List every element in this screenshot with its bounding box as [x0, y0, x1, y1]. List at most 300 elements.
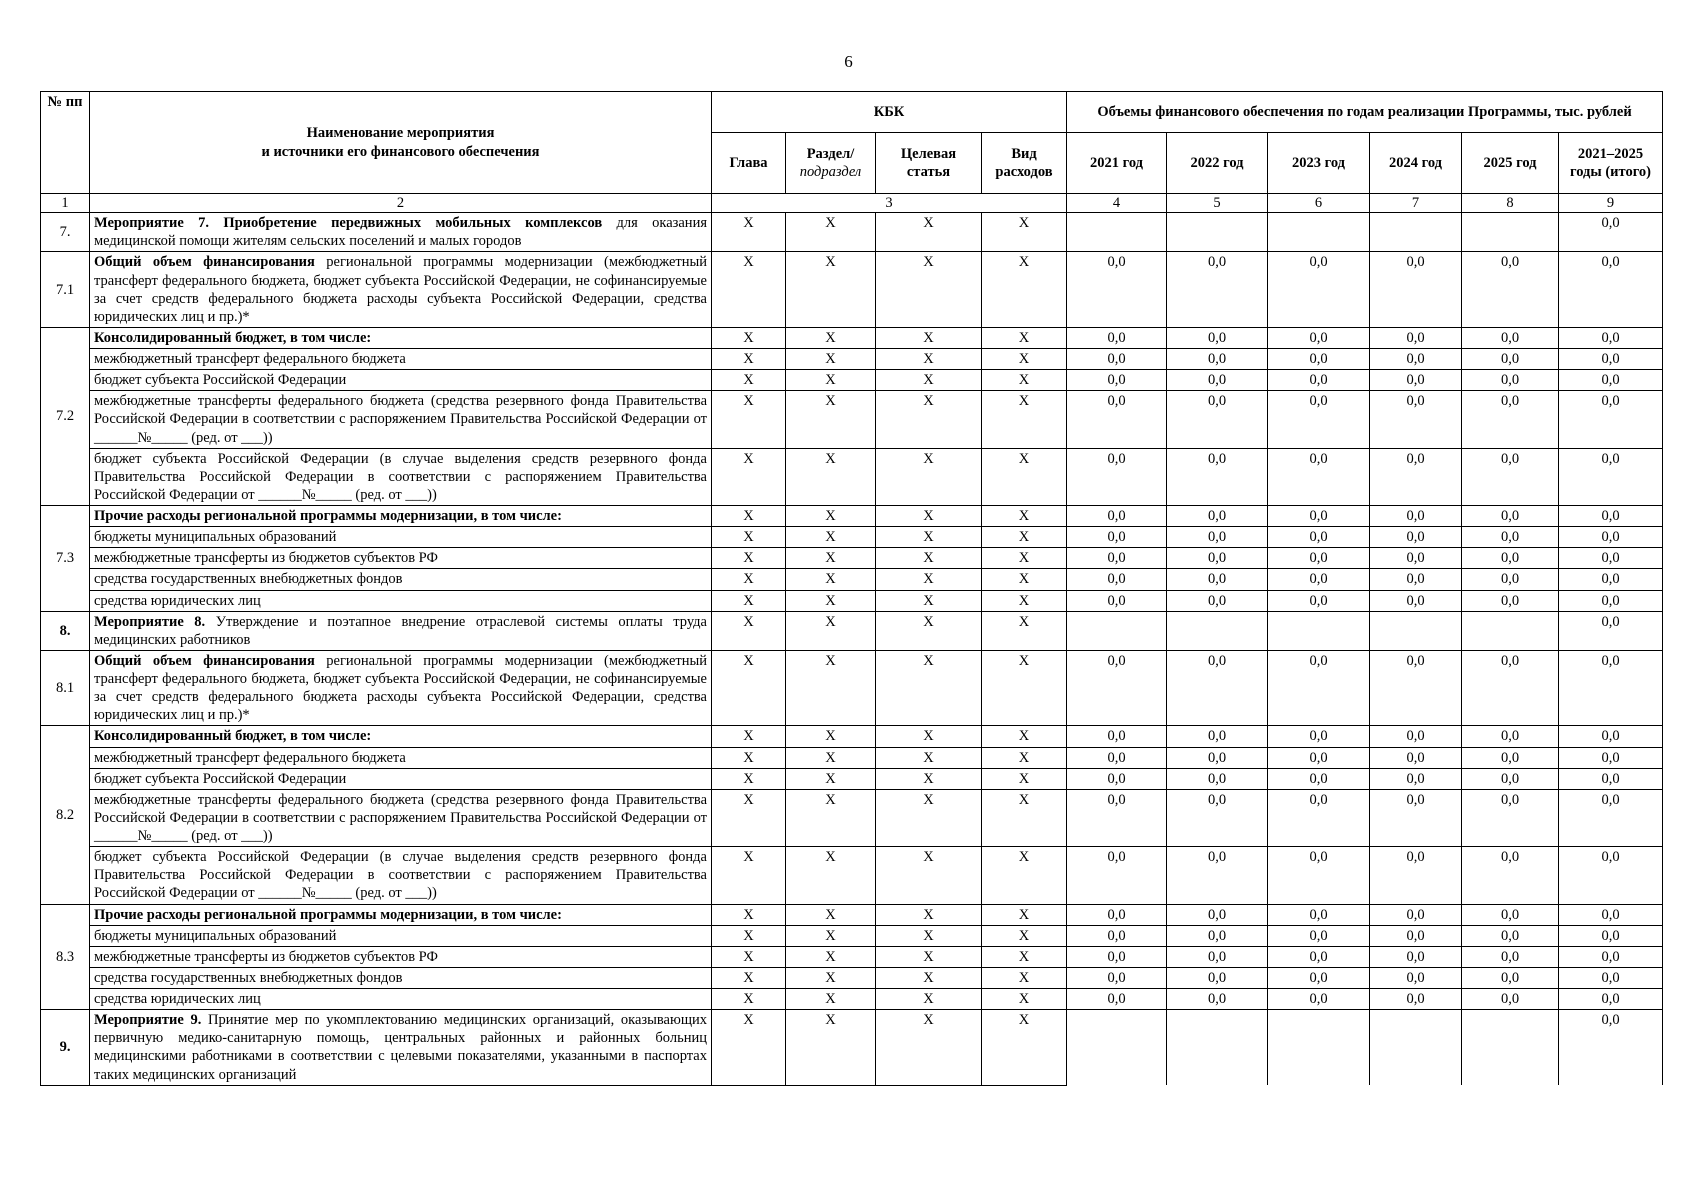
value-cell: 0,0 [1462, 327, 1559, 348]
item-text: средства юридических лиц [94, 592, 261, 609]
kbk-cell: Х [982, 370, 1067, 391]
table-row [41, 590, 1663, 611]
value-cell: 0,0 [1067, 789, 1167, 846]
row-number: 7. [41, 213, 90, 252]
kbk-cell: Х [786, 747, 876, 768]
row-number: 7.1 [41, 252, 90, 328]
item-text: межбюджетный трансферт федерального бюджета [94, 749, 406, 766]
value-cell: 0,0 [1462, 391, 1559, 448]
value-cell: 0,0 [1268, 967, 1370, 988]
col-index-7: 7 [1370, 194, 1462, 213]
value-cell: 0,0 [1370, 925, 1462, 946]
glava-header: Глава [712, 133, 786, 194]
year-header-2024: 2024 год [1370, 133, 1462, 194]
item-name [90, 569, 712, 590]
kbk-cell: Х [786, 989, 876, 1010]
table-row [41, 726, 1663, 747]
kbk-cell: Х [786, 569, 876, 590]
kbk-cell: Х [712, 789, 786, 846]
kbk-header: КБК [712, 92, 1067, 133]
value-cell: 0,0 [1268, 527, 1370, 548]
value-cell: 0,0 [1268, 946, 1370, 967]
kbk-cell: Х [876, 506, 982, 527]
name-column-header [90, 92, 712, 194]
kbk-cell: Х [876, 370, 982, 391]
value-cell: 0,0 [1067, 349, 1167, 370]
item-name [90, 252, 712, 328]
item-name [90, 391, 712, 448]
value-cell: 0,0 [1268, 925, 1370, 946]
value-cell: 0,0 [1462, 448, 1559, 505]
value-cell: 0,0 [1370, 349, 1462, 370]
value-cell: 0,0 [1268, 904, 1370, 925]
table-row [41, 768, 1663, 789]
col-index-4: 4 [1067, 194, 1167, 213]
item-text: бюджет субъекта Российской Федерации (в случае выделения средств резервного фонда Правительства Российской Федерации в соответствии с распоряжением Правительства Российской Федерации от ______№_____ (ред. от ___)) [94, 450, 707, 503]
value-cell: 0,0 [1462, 527, 1559, 548]
kbk-cell: Х [982, 569, 1067, 590]
item-text: межбюджетные трансферты федерального бюджета (средства резервного фонда Правительства Российской Федерации в соответствии с распоряжением Правительства Российской Федерации от ______№_____ (ред. от ___)) [94, 393, 707, 446]
empty-value-cell [1067, 1010, 1167, 1086]
row-number: 8.1 [41, 650, 90, 726]
item-text: бюджеты муниципальных образований [94, 529, 337, 546]
value-cell: 0,0 [1167, 747, 1268, 768]
value-cell: 0,0 [1559, 989, 1663, 1010]
value-cell: 0,0 [1462, 590, 1559, 611]
value-cell: 0,0 [1370, 650, 1462, 726]
kbk-cell: Х [786, 789, 876, 846]
kbk-cell: Х [876, 349, 982, 370]
value-cell: 0,0 [1370, 327, 1462, 348]
value-cell: 0,0 [1462, 650, 1559, 726]
kbk-cell: Х [876, 847, 982, 904]
kbk-cell: Х [876, 925, 982, 946]
kbk-cell: Х [982, 506, 1067, 527]
kbk-cell: Х [876, 768, 982, 789]
value-cell: 0,0 [1268, 370, 1370, 391]
total-cell: 0,0 [1559, 1010, 1663, 1086]
value-cell: 0,0 [1462, 548, 1559, 569]
kbk-cell: Х [712, 946, 786, 967]
value-cell: 0,0 [1370, 548, 1462, 569]
kbk-cell: Х [876, 448, 982, 505]
value-cell: 0,0 [1559, 506, 1663, 527]
value-cell: 0,0 [1559, 747, 1663, 768]
kbk-cell: Х [712, 527, 786, 548]
kbk-cell: Х [786, 967, 876, 988]
value-cell: 0,0 [1268, 569, 1370, 590]
value-cell: 0,0 [1370, 252, 1462, 328]
item-name [90, 904, 712, 925]
value-cell: 0,0 [1067, 252, 1167, 328]
item-bold-label: Консолидированный бюджет, в том числе: [94, 728, 372, 745]
kbk-cell: Х [786, 946, 876, 967]
item-text: бюджет субъекта Российской Федерации [94, 372, 347, 389]
value-cell: 0,0 [1559, 391, 1663, 448]
item-text: региональной программы модернизации (межбюджетный трансферт федерального бюджета, бюджет субъекта Российской Федерации, не софинансируемые за счет средств федерального бюджета расходы субъекта Российской Федерации, средства юридических лиц и пр.)* [94, 652, 707, 724]
kbk-cell: Х [876, 327, 982, 348]
empty-value-cell [1067, 213, 1167, 252]
value-cell: 0,0 [1559, 548, 1663, 569]
volumes-header: Объемы финансового обеспечения по годам реализации Программы, тыс. рублей [1067, 92, 1663, 133]
kbk-cell: Х [982, 989, 1067, 1010]
item-bold-label: Общий объем финансирования [94, 254, 315, 271]
razdel-header [786, 133, 876, 194]
page-number: 6 [844, 52, 853, 71]
value-cell: 0,0 [1067, 527, 1167, 548]
kbk-cell: Х [712, 448, 786, 505]
kbk-cell: Х [876, 747, 982, 768]
kbk-cell: Х [982, 611, 1067, 650]
value-cell: 0,0 [1067, 548, 1167, 569]
col-index-5: 5 [1167, 194, 1268, 213]
kbk-cell: Х [876, 989, 982, 1010]
kbk-cell: Х [982, 747, 1067, 768]
kbk-cell: Х [876, 967, 982, 988]
kbk-cell: Х [712, 349, 786, 370]
kbk-cell: Х [876, 726, 982, 747]
value-cell: 0,0 [1559, 327, 1663, 348]
item-text: бюджет субъекта Российской Федерации (в случае выделения средств резервного фонда Правительства Российской Федерации в соответствии с распоряжением Правительства Российской Федерации от ______№_____ (ред. от ___)) [94, 849, 707, 902]
value-cell: 0,0 [1370, 747, 1462, 768]
kbk-cell: Х [982, 527, 1067, 548]
num-column-header: № пп [41, 92, 90, 194]
value-cell: 0,0 [1559, 967, 1663, 988]
kbk-cell: Х [982, 726, 1067, 747]
kbk-cell: Х [982, 768, 1067, 789]
value-cell: 0,0 [1167, 967, 1268, 988]
empty-value-cell [1462, 213, 1559, 252]
kbk-cell: Х [982, 327, 1067, 348]
value-cell: 0,0 [1559, 789, 1663, 846]
value-cell: 0,0 [1559, 569, 1663, 590]
kbk-cell: Х [982, 946, 1067, 967]
item-text: региональной программы модернизации (межбюджетный трансферт федерального бюджета, бюджет субъекта Российской Федерации, не софинансируемые за счет средств федерального бюджета расходы субъекта Российской Федерации, средства юридических лиц и пр.)* [94, 254, 707, 325]
table-row [41, 946, 1663, 967]
item-name [90, 448, 712, 505]
item-text: бюджеты муниципальных образований [94, 927, 337, 944]
table-row [41, 527, 1663, 548]
value-cell: 0,0 [1462, 252, 1559, 328]
vid-header: Вид расходов [982, 133, 1067, 194]
value-cell: 0,0 [1559, 650, 1663, 726]
item-name [90, 527, 712, 548]
value-cell: 0,0 [1462, 370, 1559, 391]
value-cell: 0,0 [1067, 925, 1167, 946]
value-cell: 0,0 [1167, 847, 1268, 904]
value-cell: 0,0 [1268, 590, 1370, 611]
value-cell: 0,0 [1067, 946, 1167, 967]
value-cell: 0,0 [1067, 590, 1167, 611]
value-cell: 0,0 [1167, 904, 1268, 925]
value-cell: 0,0 [1370, 527, 1462, 548]
value-cell: 0,0 [1067, 904, 1167, 925]
table-row [41, 448, 1663, 505]
table-row [41, 327, 1663, 348]
value-cell: 0,0 [1268, 506, 1370, 527]
item-name [90, 349, 712, 370]
value-cell: 0,0 [1559, 946, 1663, 967]
kbk-cell: Х [712, 967, 786, 988]
value-cell: 0,0 [1370, 590, 1462, 611]
name-column-header-line1: Наименование мероприятия [306, 125, 495, 142]
col-index-9: 9 [1559, 194, 1663, 213]
item-name [90, 650, 712, 726]
table-row [41, 789, 1663, 846]
item-name [90, 370, 712, 391]
kbk-cell: Х [712, 904, 786, 925]
value-cell: 0,0 [1167, 569, 1268, 590]
value-cell: 0,0 [1167, 506, 1268, 527]
item-bold-label: Прочие расходы региональной программы модернизации, в том числе: [94, 508, 562, 524]
value-cell: 0,0 [1370, 569, 1462, 590]
value-cell: 0,0 [1067, 967, 1167, 988]
col-index-8: 8 [1462, 194, 1559, 213]
kbk-cell: Х [876, 904, 982, 925]
value-cell: 0,0 [1167, 650, 1268, 726]
item-text: для оказания медицинской помощи жителям сельских поселений и малых городов [94, 215, 707, 250]
kbk-cell: Х [982, 650, 1067, 726]
item-name [90, 989, 712, 1010]
value-cell: 0,0 [1559, 527, 1663, 548]
value-cell: 0,0 [1268, 349, 1370, 370]
kbk-cell: Х [876, 391, 982, 448]
value-cell: 0,0 [1370, 989, 1462, 1010]
year-header-2025: 2025 год [1462, 133, 1559, 194]
value-cell: 0,0 [1167, 327, 1268, 348]
total-cell: 0,0 [1559, 213, 1663, 252]
item-name [90, 213, 712, 252]
empty-value-cell [1167, 213, 1268, 252]
table-row [41, 252, 1663, 328]
kbk-cell: Х [982, 904, 1067, 925]
empty-value-cell [1462, 611, 1559, 650]
table-row [41, 650, 1663, 726]
value-cell: 0,0 [1462, 789, 1559, 846]
value-cell: 0,0 [1167, 590, 1268, 611]
celevaya-header: Целевая статья [876, 133, 982, 194]
kbk-cell: Х [786, 590, 876, 611]
col-index-6: 6 [1268, 194, 1370, 213]
kbk-cell: Х [982, 448, 1067, 505]
value-cell: 0,0 [1268, 448, 1370, 505]
col-index-3: 3 [712, 194, 1067, 213]
kbk-cell: Х [982, 252, 1067, 328]
value-cell: 0,0 [1067, 448, 1167, 505]
value-cell: 0,0 [1067, 569, 1167, 590]
item-name [90, 611, 712, 650]
item-bold-label: Мероприятие 7. Приобретение передвижных мобильных комплексов [94, 215, 603, 232]
table-row [41, 847, 1663, 904]
year-header-total: 2021–2025 годы (итого) [1559, 133, 1663, 194]
kbk-cell: Х [876, 650, 982, 726]
total-cell: 0,0 [1559, 611, 1663, 650]
kbk-cell: Х [982, 847, 1067, 904]
kbk-cell: Х [712, 726, 786, 747]
kbk-cell: Х [982, 391, 1067, 448]
financing-table [40, 91, 1663, 1086]
kbk-cell: Х [876, 1010, 982, 1086]
value-cell: 0,0 [1559, 904, 1663, 925]
value-cell: 0,0 [1167, 448, 1268, 505]
value-cell: 0,0 [1559, 370, 1663, 391]
kbk-cell: Х [712, 590, 786, 611]
empty-value-cell [1268, 213, 1370, 252]
empty-value-cell [1462, 1010, 1559, 1086]
value-cell: 0,0 [1067, 370, 1167, 391]
row-number: 7.2 [41, 327, 90, 505]
kbk-cell: Х [712, 506, 786, 527]
kbk-cell: Х [876, 590, 982, 611]
kbk-cell: Х [786, 548, 876, 569]
value-cell: 0,0 [1167, 252, 1268, 328]
value-cell: 0,0 [1559, 349, 1663, 370]
item-text: Утверждение и поэтапное внедрение отраслевой системы оплаты труда медицинских работников [94, 613, 707, 648]
item-text: средства юридических лиц [94, 991, 261, 1007]
item-text: бюджет субъекта Российской Федерации [94, 770, 347, 787]
item-name [90, 946, 712, 967]
value-cell: 0,0 [1370, 391, 1462, 448]
value-cell: 0,0 [1268, 747, 1370, 768]
row-number: 7.3 [41, 506, 90, 612]
value-cell: 0,0 [1167, 527, 1268, 548]
item-text: средства государственных внебюджетных фондов [94, 571, 403, 588]
kbk-cell: Х [876, 946, 982, 967]
item-name [90, 847, 712, 904]
value-cell: 0,0 [1167, 789, 1268, 846]
value-cell: 0,0 [1268, 768, 1370, 789]
table-row [41, 989, 1663, 1010]
empty-value-cell [1268, 611, 1370, 650]
kbk-cell: Х [712, 989, 786, 1010]
value-cell: 0,0 [1370, 726, 1462, 747]
table-row [41, 747, 1663, 768]
value-cell: 0,0 [1462, 506, 1559, 527]
item-name [90, 747, 712, 768]
table-body [41, 213, 1663, 1086]
kbk-cell: Х [786, 349, 876, 370]
value-cell: 0,0 [1268, 252, 1370, 328]
row-number: 8.3 [41, 904, 90, 1010]
kbk-cell: Х [712, 847, 786, 904]
item-text: межбюджетные трансферты из бюджетов субъектов РФ [94, 948, 438, 965]
kbk-cell: Х [786, 448, 876, 505]
value-cell: 0,0 [1559, 925, 1663, 946]
value-cell: 0,0 [1559, 448, 1663, 505]
value-cell: 0,0 [1559, 252, 1663, 328]
value-cell: 0,0 [1559, 847, 1663, 904]
value-cell: 0,0 [1268, 989, 1370, 1010]
value-cell: 0,0 [1462, 967, 1559, 988]
kbk-cell: Х [712, 925, 786, 946]
kbk-cell: Х [876, 611, 982, 650]
activity-row [41, 213, 1663, 252]
value-cell: 0,0 [1462, 726, 1559, 747]
value-cell: 0,0 [1370, 789, 1462, 846]
kbk-cell: Х [712, 569, 786, 590]
value-cell: 0,0 [1559, 768, 1663, 789]
empty-value-cell [1370, 1010, 1462, 1086]
kbk-cell: Х [712, 213, 786, 252]
empty-value-cell [1167, 611, 1268, 650]
value-cell: 0,0 [1167, 548, 1268, 569]
empty-value-cell [1167, 1010, 1268, 1086]
value-cell: 0,0 [1462, 904, 1559, 925]
item-bold-label: Консолидированный бюджет, в том числе: [94, 329, 372, 346]
value-cell: 0,0 [1370, 370, 1462, 391]
kbk-cell: Х [982, 789, 1067, 846]
value-cell: 0,0 [1067, 847, 1167, 904]
table-row [41, 391, 1663, 448]
row-number: 8.2 [41, 726, 90, 904]
kbk-cell: Х [712, 391, 786, 448]
table-row [41, 506, 1663, 527]
item-bold-label: Прочие расходы региональной программы модернизации, в том числе: [94, 906, 562, 923]
value-cell: 0,0 [1462, 946, 1559, 967]
item-text: межбюджетные трансферты федерального бюджета (средства резервного фонда Правительства Российской Федерации в соответствии с распоряжением Правительства Российской Федерации от ______№_____ (ред. от ___)) [94, 791, 707, 844]
kbk-cell: Х [786, 327, 876, 348]
value-cell: 0,0 [1067, 650, 1167, 726]
kbk-cell: Х [982, 213, 1067, 252]
value-cell: 0,0 [1167, 925, 1268, 946]
value-cell: 0,0 [1462, 847, 1559, 904]
kbk-cell: Х [712, 1010, 786, 1086]
kbk-cell: Х [876, 548, 982, 569]
kbk-cell: Х [786, 904, 876, 925]
value-cell: 0,0 [1067, 726, 1167, 747]
item-name [90, 768, 712, 789]
item-bold-label: Мероприятие 8. [94, 613, 206, 630]
kbk-cell: Х [982, 548, 1067, 569]
kbk-cell: Х [786, 391, 876, 448]
table-row [41, 548, 1663, 569]
kbk-cell: Х [786, 925, 876, 946]
item-text: Принятие мер по укомплектованию медицинских организаций, оказывающих первичную медико-санитарную помощь, центральных районных и районных больниц медицинскими работниками в соответствии с целевыми показателями, указанными в паспортах таких медицинских организаций [94, 1012, 707, 1083]
item-name [90, 925, 712, 946]
kbk-cell: Х [876, 527, 982, 548]
kbk-cell: Х [712, 650, 786, 726]
kbk-cell: Х [786, 768, 876, 789]
value-cell: 0,0 [1370, 847, 1462, 904]
kbk-cell: Х [786, 1010, 876, 1086]
empty-value-cell [1370, 213, 1462, 252]
kbk-cell: Х [982, 1010, 1067, 1086]
kbk-cell: Х [786, 252, 876, 328]
value-cell: 0,0 [1067, 989, 1167, 1010]
value-cell: 0,0 [1370, 904, 1462, 925]
activity-row [41, 611, 1663, 650]
value-cell: 0,0 [1370, 967, 1462, 988]
empty-value-cell [1370, 611, 1462, 650]
value-cell: 0,0 [1559, 590, 1663, 611]
value-cell: 0,0 [1268, 548, 1370, 569]
kbk-cell: Х [786, 611, 876, 650]
item-name [90, 506, 712, 527]
value-cell: 0,0 [1167, 946, 1268, 967]
row-number: 8. [41, 611, 90, 650]
year-header-2022: 2022 год [1167, 133, 1268, 194]
value-cell: 0,0 [1462, 349, 1559, 370]
value-cell: 0,0 [1268, 327, 1370, 348]
value-cell: 0,0 [1268, 726, 1370, 747]
item-name [90, 1010, 712, 1086]
value-cell: 0,0 [1067, 391, 1167, 448]
kbk-cell: Х [982, 590, 1067, 611]
value-cell: 0,0 [1067, 327, 1167, 348]
value-cell: 0,0 [1067, 506, 1167, 527]
col-index-1: 1 [41, 194, 90, 213]
name-column-header-line2: и источники его финансового обеспечения [261, 143, 540, 160]
